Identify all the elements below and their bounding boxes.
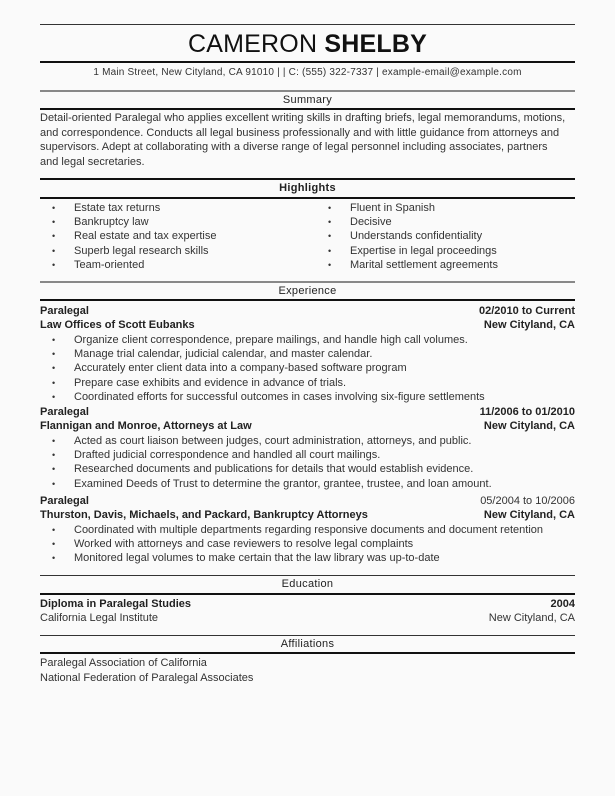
divider	[40, 575, 575, 576]
list-item: • Coordinated with multiple departments regarding responsive documents and document retention	[40, 523, 575, 537]
graduation-year: 2004	[550, 598, 575, 610]
list-item: • Bankruptcy law	[40, 215, 300, 229]
school: California Legal Institute	[40, 612, 159, 624]
divider	[40, 24, 575, 25]
affiliations-list	[40, 656, 575, 685]
job-title: Paralegal	[40, 495, 89, 507]
list-item: • Marital settlement agreements	[316, 258, 576, 272]
divider	[40, 61, 575, 63]
job-title: Paralegal	[40, 406, 89, 418]
list-item: • Examined Deeds of Trust to determine the grantor, grantee, trustee, and loan amount.	[40, 477, 575, 491]
summary-line: and correspondence. Conducts all legal business professionally and with little guidance from attorneys and	[40, 126, 560, 139]
contact-line: 1 Main Street, New Cityland, CA 91010 | | C: (555) 322-7337 | example-email@example.com	[93, 67, 522, 78]
highlights-left-list	[40, 201, 300, 272]
list-item: • Researched documents and publications for details that would establish evidence.	[40, 462, 575, 476]
last-name: SHELBY	[324, 30, 427, 58]
summary-line: Detail-oriented Paralegal who applies excellent writing skills in drafting briefs, legal memorandums, motions,	[40, 112, 566, 124]
divider	[40, 652, 575, 654]
job-header	[40, 304, 575, 319]
education-school-row	[40, 611, 575, 626]
job-header	[40, 494, 575, 509]
job-employer-row	[40, 508, 575, 523]
section-title-highlights: Highlights	[279, 182, 336, 194]
job-dates: 02/2010 to Current	[479, 305, 575, 317]
job-bullets	[40, 333, 575, 404]
list-item: • Organize client correspondence, prepare mailings, and handle high call volumes.	[40, 333, 575, 347]
candidate-name	[40, 30, 575, 59]
divider	[40, 178, 575, 180]
degree: Diploma in Paralegal Studies	[40, 598, 191, 610]
list-item: • Prepare case exhibits and evidence in advance of trials.	[40, 376, 575, 390]
list-item: • Superb legal research skills	[40, 244, 300, 258]
list-item: • Worked with attorneys and case reviewers to resolve legal complaints	[40, 537, 575, 551]
list-item: • Acted as court liaison between judges, court administration, attorneys, and public.	[40, 434, 575, 448]
summary-text	[40, 111, 575, 169]
list-item: • Decisive	[316, 215, 576, 229]
list-item: • Real estate and tax expertise	[40, 229, 300, 243]
list-item: • Understands confidentiality	[316, 229, 576, 243]
job-header	[40, 405, 575, 420]
divider	[40, 197, 575, 199]
job-location: New Cityland, CA	[483, 420, 575, 432]
job-dates: 05/2004 to 10/2006	[480, 495, 575, 507]
education-header	[40, 597, 575, 612]
summary-line: and legal secretaries.	[40, 155, 145, 168]
list-item: • Estate tax returns	[40, 201, 300, 215]
school-location: New Cityland, CA	[488, 612, 575, 624]
divider	[40, 281, 575, 283]
job-employer: Flannigan and Monroe, Attorneys at Law	[40, 420, 252, 432]
list-item: • Accurately enter client data into a company-based software program	[40, 361, 575, 375]
list-item: • Expertise in legal proceedings	[316, 244, 576, 258]
list-item: • Coordinated efforts for successful outcomes in cases involving six-figure settlements	[40, 390, 575, 404]
list-item: • Drafted judicial correspondence and handled all court mailings.	[40, 448, 575, 462]
section-title-education: Education	[281, 578, 334, 590]
job-bullets	[40, 434, 575, 491]
job-dates: 11/2006 to 01/2010	[479, 406, 575, 418]
job-employer: Thurston, Davis, Michaels, and Packard, Bankruptcy Attorneys	[40, 509, 368, 521]
list-item: • Team-oriented	[40, 258, 300, 272]
job-employer: Law Offices of Scott Eubanks	[40, 319, 195, 331]
affiliation-item: Paralegal Association of California	[40, 657, 207, 669]
job-employer-row	[40, 419, 575, 434]
section-title-experience: Experience	[278, 285, 337, 297]
job-bullets	[40, 523, 575, 566]
job-location: New Cityland, CA	[483, 319, 575, 331]
section-title-affiliations: Affiliations	[280, 638, 335, 650]
list-item: • Monitored legal volumes to make certain that the law library was up-to-date	[40, 551, 575, 565]
job-employer-row	[40, 318, 575, 333]
job-location: New Cityland, CA	[483, 509, 575, 521]
divider	[40, 593, 575, 595]
list-item: • Manage trial calendar, judicial calendar, and master calendar.	[40, 347, 575, 361]
divider	[40, 108, 575, 110]
divider	[40, 635, 575, 636]
highlights-right-list	[316, 201, 576, 272]
divider	[40, 299, 575, 301]
list-item: • Fluent in Spanish	[316, 201, 576, 215]
first-name: CAMERON	[188, 30, 318, 58]
section-title-summary: Summary	[282, 94, 333, 106]
divider	[40, 90, 575, 92]
summary-line: supervisors. Adept at collaborating with a diverse range of legal personnel including associates, partners	[40, 141, 548, 153]
job-title: Paralegal	[40, 305, 89, 317]
affiliation-item: National Federation of Paralegal Associates	[40, 671, 254, 684]
